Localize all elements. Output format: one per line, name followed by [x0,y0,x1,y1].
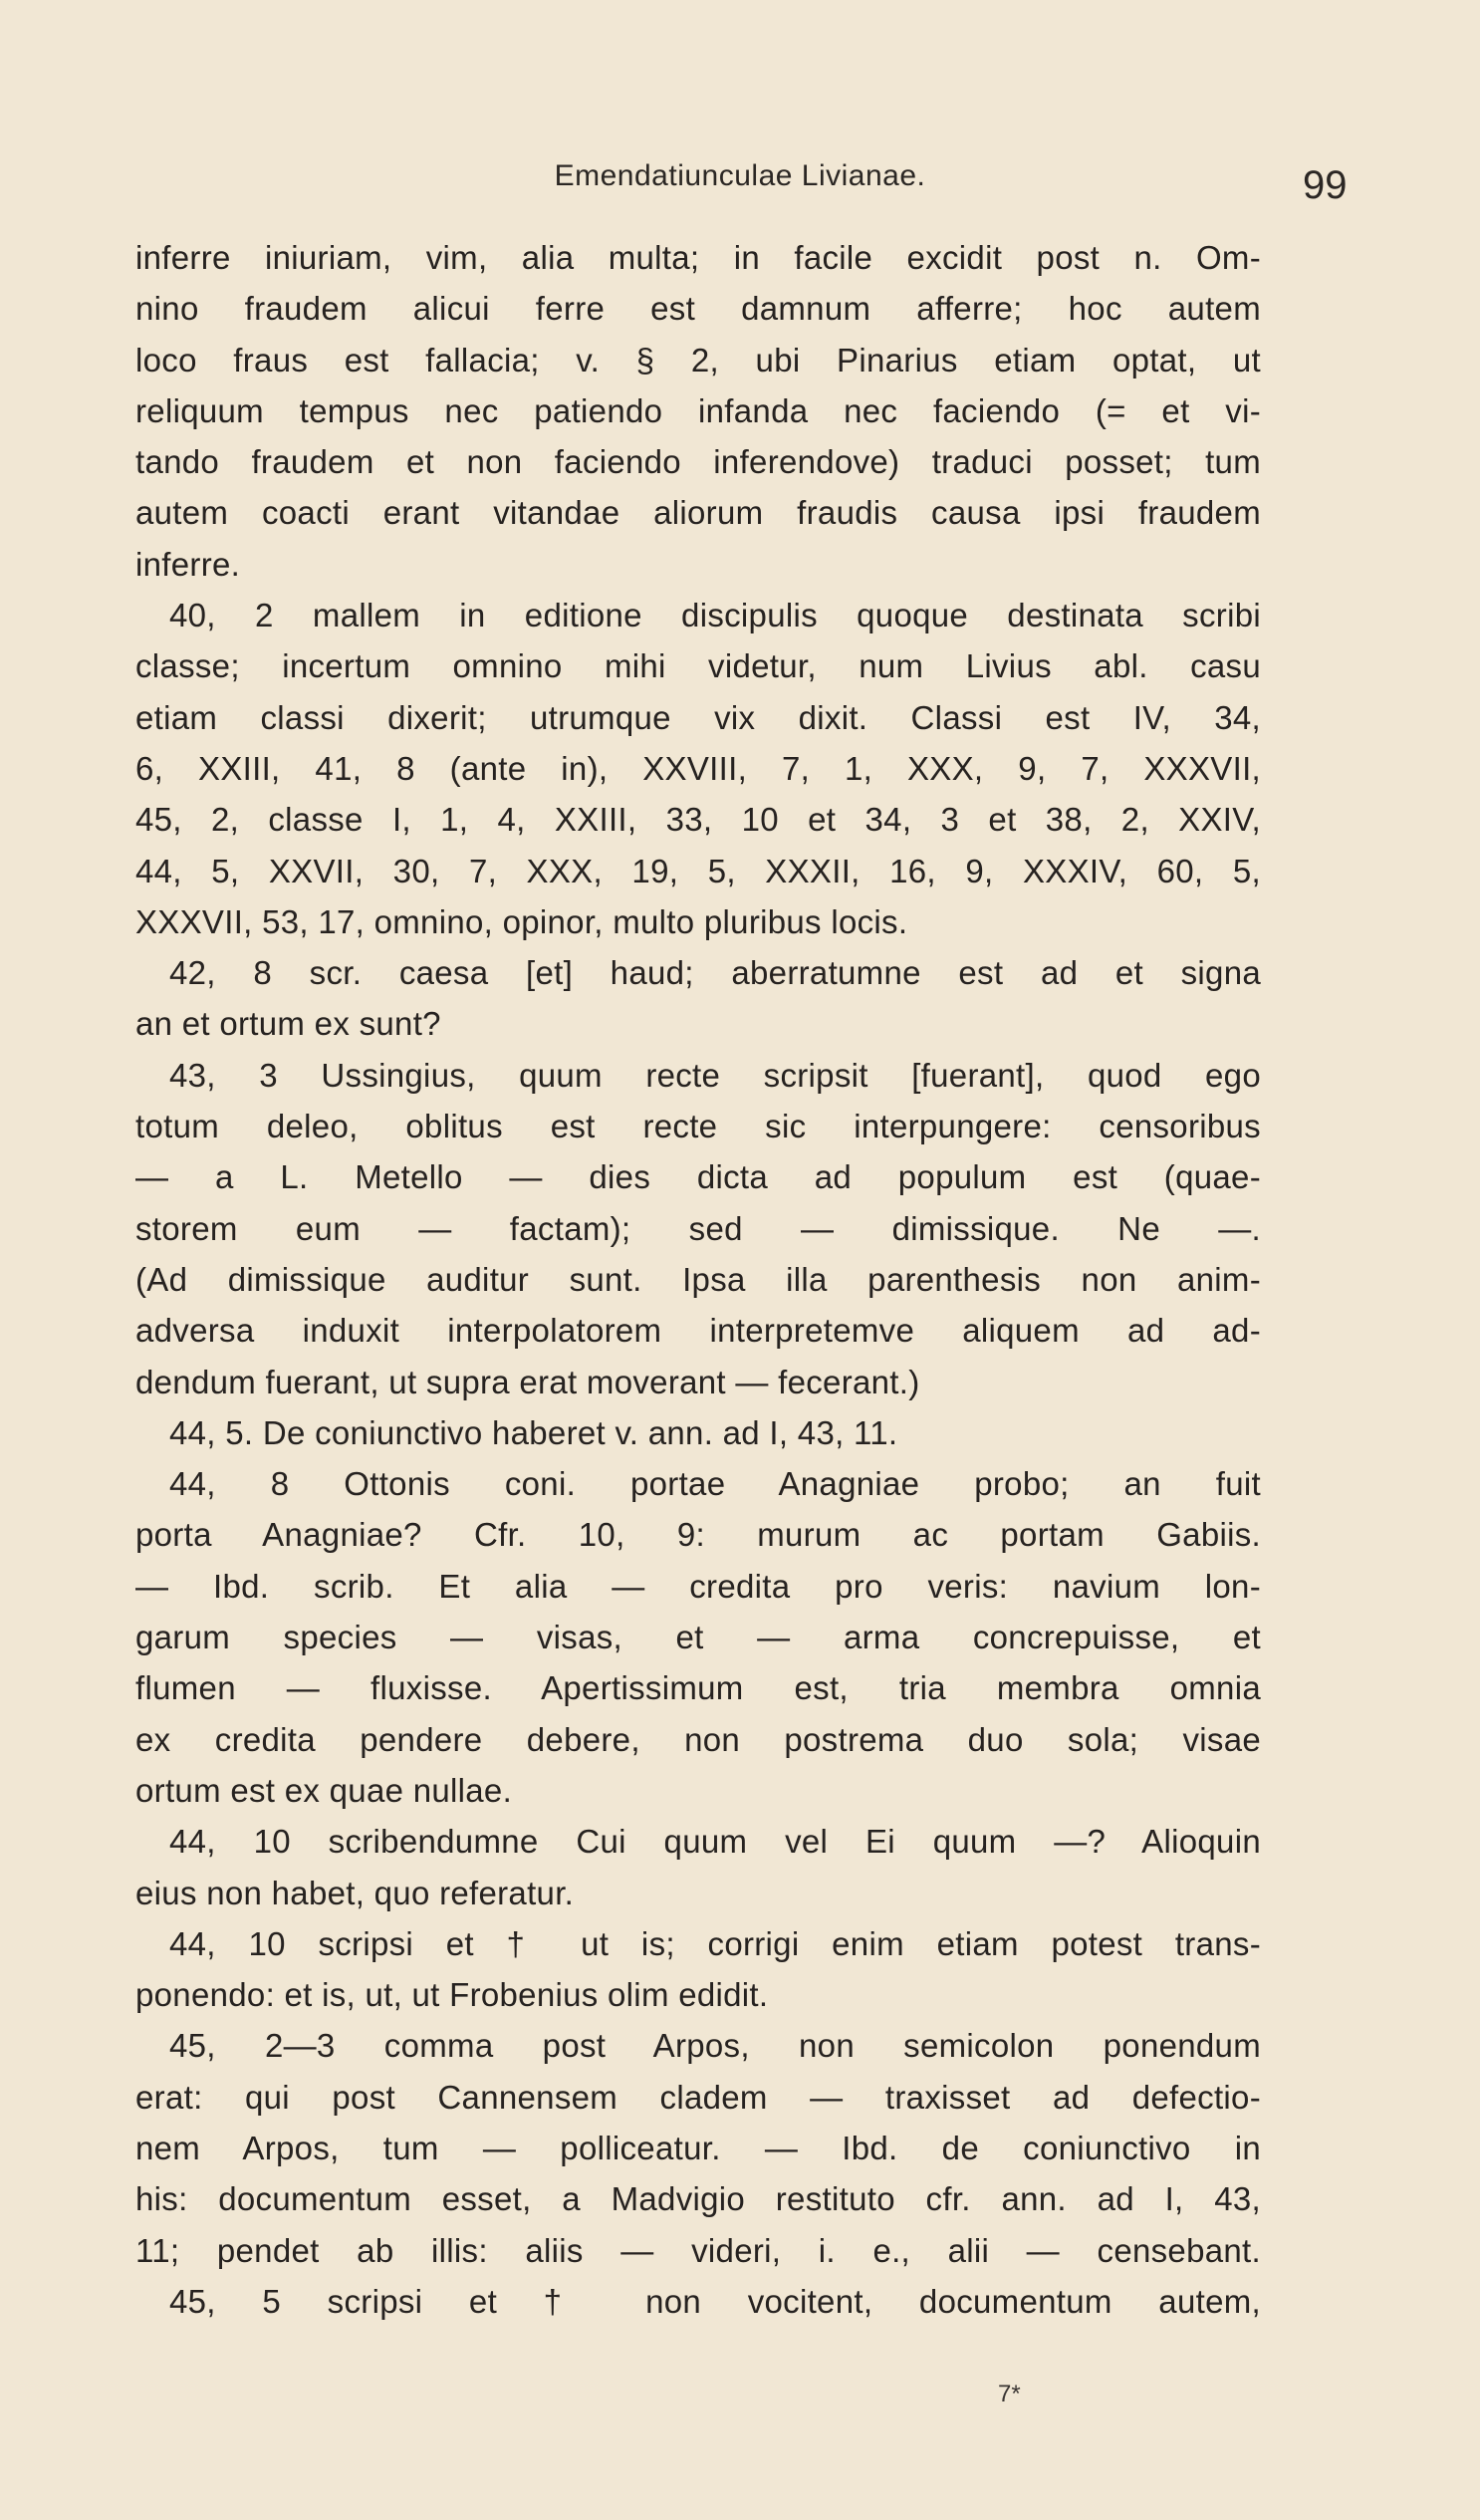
signature-mark: 7* [998,2381,1021,2407]
text-line: ex credita pendere debere, non postrema duo sola; visae [135,1720,1261,1758]
text-line: dendum fuerant, ut supra erat moverant — fecerant.) [135,1363,920,1400]
text-line: 42, 8 scr. caesa [et] haud; aberratumne est ad et signa [169,954,1261,992]
text-line: — a L. Metello — dies dicta ad populum est (quae- [135,1158,1261,1196]
text-line: adversa induxit interpolatorem interpretemve aliquem ad ad- [135,1312,1261,1350]
text-line: loco fraus est fallacia; v. § 2, ubi Pinarius etiam optat, ut [135,341,1261,378]
text-line: (Ad dimissique auditur sunt. Ipsa illa parenthesis non anim- [135,1260,1261,1298]
text-line: 45, 2, classe I, 1, 4, XXIII, 33, 10 et 34, 3 et 38, 2, XXIV, [135,801,1261,839]
text-line: 44, 5, XXVII, 30, 7, XXX, 19, 5, XXXII, 16, 9, XXXIV, 60, 5, [135,852,1261,889]
text-line: ortum est ex quae nullae. [135,1771,513,1809]
text-line: reliquum tempus nec patiendo infanda nec faciendo (= et vi- [135,391,1261,429]
text-line: 44, 10 scripsi et † ut is; corrigi enim etiam potest trans- [169,1924,1261,1962]
text-line: 45, 2—3 comma post Arpos, non semicolon ponendum [169,2027,1261,2065]
text-line: etiam classi dixerit; utrumque vix dixit. Classi est IV, 34, [135,698,1261,736]
text-line: erat: qui post Cannensem cladem — traxisset ad defectio- [135,2078,1261,2116]
text-line: nino fraudem alicui ferre est damnum afferre; hoc autem [135,290,1261,328]
text-line: eius non habet, quo referatur. [135,1874,575,1911]
text-line: nem Arpos, tum — polliceatur. — Ibd. de coniunctivo in [135,2129,1261,2166]
text-line: storem eum — factam); sed — dimissique. Ne —. [135,1209,1261,1247]
text-line: 40, 2 mallem in editione discipulis quoque destinata scribi [169,597,1261,634]
text-line: 45, 5 scripsi et † non vocitent, documentum autem, [169,2282,1261,2320]
text-line: autem coacti erant vitandae aliorum fraudis causa ipsi fraudem [135,494,1261,532]
page-number: 99 [1303,163,1348,207]
body-text [135,232,1261,2327]
text-line: porta Anagniae? Cfr. 10, 9: murum ac portam Gabiis. [135,1516,1261,1554]
text-line: 11; pendet ab illis: aliis — videri, i. e., alii — censebant. [135,2231,1261,2269]
text-line: inferre iniuriam, vim, alia multa; in facile excidit post n. Om- [135,239,1261,276]
text-line: totum deleo, oblitus est recte sic interpungere: censoribus [135,1108,1261,1145]
text-line: 44, 8 Ottonis coni. portae Anagniae probo; an fuit [169,1465,1261,1503]
text-line: flumen — fluxisse. Apertissimum est, tria membra omnia [135,1669,1261,1707]
text-line: XXXVII, 53, 17, omnino, opinor, multo pluribus locis. [135,902,908,940]
text-line: his: documentum esset, a Madvigio restituto cfr. ann. ad I, 43, [135,2180,1261,2218]
text-line: an et ortum ex sunt? [135,1005,441,1043]
text-line: — Ibd. scrib. Et alia — credita pro veris: navium lon- [135,1567,1261,1605]
text-line: 43, 3 Ussingius, quum recte scripsit [fuerant], quod ego [169,1056,1261,1094]
text-line: 44, 5. De coniunctivo haberet v. ann. ad I, 43, 11. [169,1413,898,1451]
text-line: 44, 10 scribendumne Cui quum vel Ei quum —? Alioquin [169,1823,1261,1861]
text-line: ponendo: et is, ut, ut Frobenius olim edidit. [135,1976,769,2014]
running-title: Emendatiunculae Livianae. [554,159,926,192]
text-line: garum species — visas, et — arma concrepuisse, et [135,1619,1261,1656]
text-line: tando fraudem et non faciendo inferendove) traduci posset; tum [135,443,1261,481]
text-line: inferre. [135,545,241,583]
text-line: 6, XXIII, 41, 8 (ante in), XXVIII, 7, 1, XXX, 9, 7, XXXVII, [135,749,1261,787]
text-line: classe; incertum omnino mihi videtur, num Livius abl. casu [135,647,1261,685]
